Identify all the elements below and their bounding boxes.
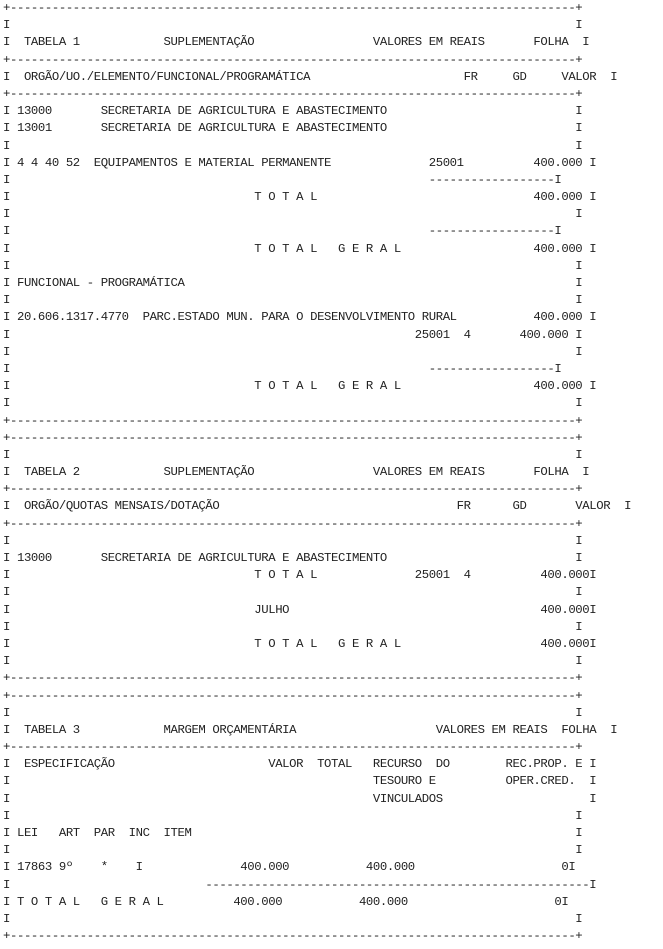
document-line: I I (3, 344, 583, 359)
document-line: I TABELA 3 MARGEM ORÇAMENTÁRIA VALORES EM REAIS FOLHA I (3, 722, 618, 737)
document-line: I 25001 4 400.000 I (3, 327, 583, 342)
document-line: I T O T A L 400.000 I (3, 190, 597, 205)
document-line: +---------------------------------------------------------------------------------+ (3, 929, 583, 944)
document-line: I I (3, 654, 583, 669)
document-line: I I (3, 447, 583, 462)
document-line: I LEI ART PAR INC ITEM I (3, 826, 583, 840)
document-line: I FUNCIONAL - PROGRAMÁTICA I (3, 276, 583, 290)
document-line: +---------------------------------------------------------------------------------+ (3, 86, 583, 101)
document-line: I 13000 SECRETARIA DE AGRICULTURA E ABASTECIMENTO I (3, 551, 583, 565)
document-line: I VINCULADOS I (3, 791, 597, 806)
document-line: I I (3, 207, 583, 222)
document-line: I I (3, 258, 583, 273)
document-line: I I (3, 293, 583, 308)
document-line: I I (3, 18, 583, 33)
document-line: I I (3, 138, 583, 153)
document-line: I 4 4 40 52 EQUIPAMENTOS E MATERIAL PERMANENTE 25001 400.000 I (3, 155, 597, 170)
document-line: I T O T A L G E R A L 400.000 I (3, 379, 597, 394)
document-line: +---------------------------------------------------------------------------------+ (3, 430, 583, 445)
document-line: +---------------------------------------------------------------------------------+ (3, 671, 583, 686)
document-line: I TESOURO E OPER.CRED. I (3, 774, 597, 789)
document-line: +---------------------------------------------------------------------------------+ (3, 413, 583, 428)
document-line: +---------------------------------------------------------------------------------+ (3, 688, 583, 703)
document-line: I I (3, 808, 583, 823)
document-line: +---------------------------------------------------------------------------------+ (3, 1, 583, 15)
document-line: I T O T A L G E R A L 400.000 400.000 0I (3, 894, 569, 909)
document-line: I -------------------------------------------------------I (3, 877, 597, 892)
document-line: I ------------------I (3, 361, 562, 376)
document-line: I I (3, 585, 583, 600)
document-line: I ORGÃO/QUOTAS MENSAIS/DOTAÇÃO FR GD VALOR I (3, 499, 632, 514)
document-line: I I (3, 619, 583, 634)
document-line: I TABELA 1 SUPLEMENTAÇÃO VALORES EM REAIS FOLHA I (3, 35, 590, 50)
document-line: +---------------------------------------------------------------------------------+ (3, 516, 583, 531)
document-line: +---------------------------------------------------------------------------------+ (3, 52, 583, 67)
document-line: I ORGÃO/UO./ELEMENTO/FUNCIONAL/PROGRAMÁTICA FR GD VALOR I (3, 69, 618, 84)
document-line: I T O T A L 25001 4 400.000I (3, 568, 597, 583)
document-line: I 20.606.1317.4770 PARC.ESTADO MUN. PARA O DESENVOLVIMENTO RURAL 400.000 I (3, 310, 597, 325)
document-line: I TABELA 2 SUPLEMENTAÇÃO VALORES EM REAIS FOLHA I (3, 465, 590, 480)
document-line: I 13000 SECRETARIA DE AGRICULTURA E ABASTECIMENTO I (3, 104, 583, 119)
document-line: I I (3, 911, 583, 926)
document-line: I I (3, 705, 583, 720)
document-line: I JULHO 400.000I (3, 602, 597, 617)
document-line: I I (3, 843, 583, 858)
document-line: I 13001 SECRETARIA DE AGRICULTURA E ABASTECIMENTO I (3, 121, 583, 136)
document-line: +---------------------------------------------------------------------------------+ (3, 482, 583, 497)
document-line: I ------------------I (3, 172, 562, 187)
document-line: I ------------------I (3, 224, 562, 239)
document-line: I I (3, 533, 583, 548)
document-line: I T O T A L G E R A L 400.000 I (3, 241, 597, 256)
document-line: I T O T A L G E R A L 400.000I (3, 636, 597, 651)
document-line: +---------------------------------------------------------------------------------+ (3, 740, 583, 755)
document-line: I 17863 9º * I 400.000 400.000 0I (3, 860, 576, 875)
document-line: I ESPECIFICAÇÃO VALOR TOTAL RECURSO DO REC.PROP. E I (3, 757, 597, 772)
document-line: I I (3, 396, 583, 411)
